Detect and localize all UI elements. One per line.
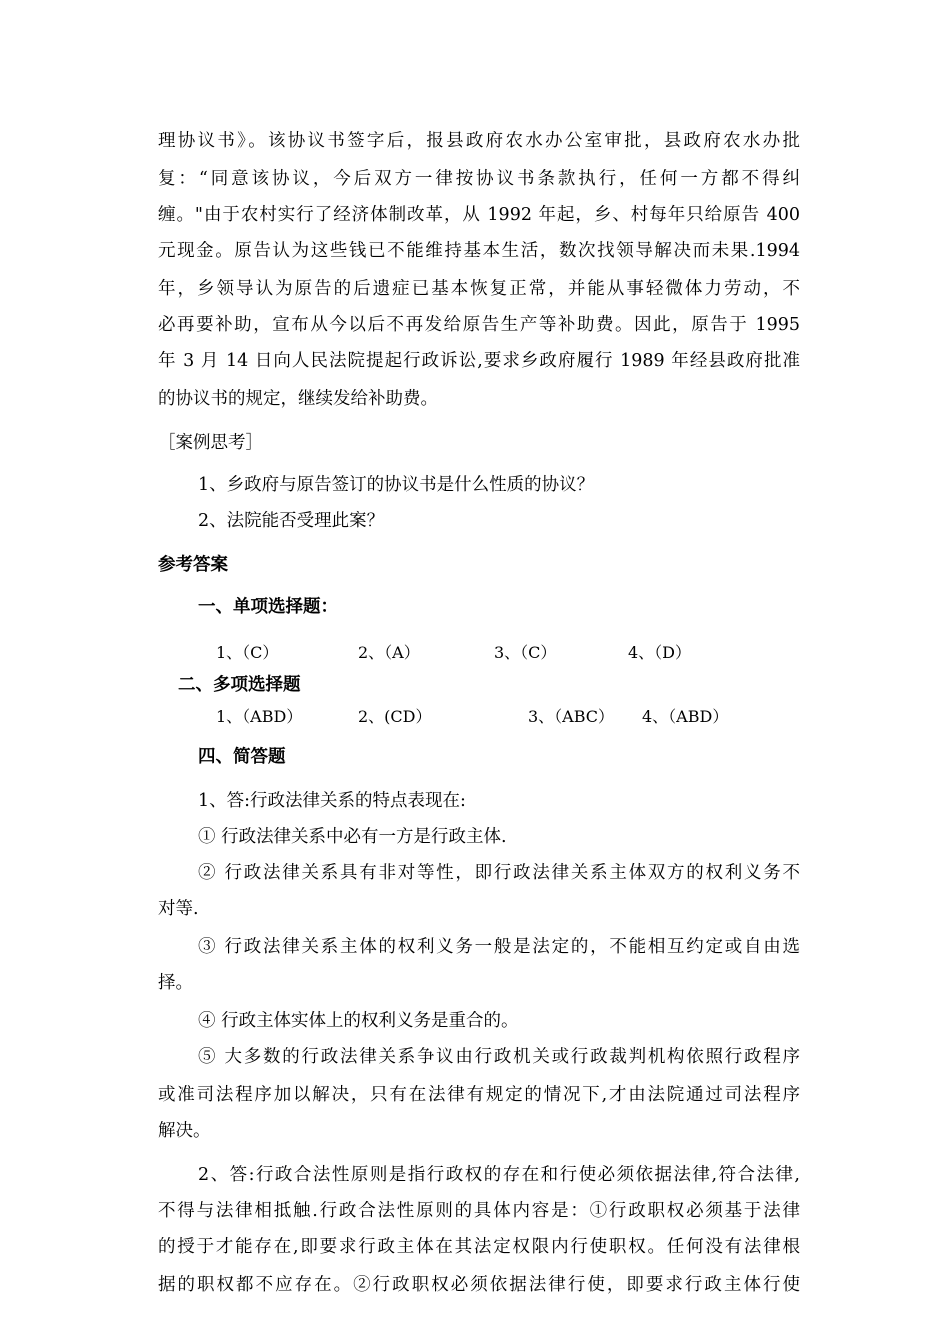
answer2-line-2: 不得与法律相抵触.行政合法性原则的具体内容是：①行政职权必须基于法律 (158, 1201, 800, 1221)
case-question-2: 2、法院能否受理此案？ (198, 511, 385, 531)
case-text-line-2: 复：“同意该协议，今后双方一律按协议书条款执行，任何一方都不得纠 (158, 169, 800, 189)
case-text-line-6: 必再要补助，宣布从今以后不再发给原告生产等补助费。因此，原告于 1995 (158, 315, 800, 335)
answer1-line-9: 或准司法程序加以解决，只有在法律有规定的情况下,才由法院通过司法程序 (158, 1085, 800, 1105)
answer2-line-1: 2、答:行政合法性原则是指行政权的存在和行使必须依据法律,符合法律, (198, 1165, 800, 1185)
case-text-line-1: 理协议书》。该协议书签字后，报县政府农水办公室审批，县政府农水办批 (158, 131, 800, 151)
case-thinking-heading: ［案例思考］ (158, 433, 263, 453)
answer1-line-3: ② 行政法律关系具有非对等性，即行政法律关系主体双方的权利义务不 (198, 863, 800, 883)
single-choice-answer-3: 3、（C） (494, 643, 557, 662)
answer1-line-7: ④ 行政主体实体上的权利义务是重合的。 (198, 1011, 519, 1031)
short-answer-heading: 四、简答题 (198, 747, 286, 767)
answer1-line-6: 择。 (158, 973, 193, 993)
single-choice-answer-1: 1、（C） (216, 643, 279, 662)
case-text-line-4: 元现金。原告认为这些钱已不能维持基本生活，数次找领导解决而未果.1994 (158, 241, 800, 261)
multiple-choice-answer-2: 2、(CD） (358, 707, 432, 726)
single-choice-heading: 一、单项选择题： (198, 597, 338, 617)
answer1-line-1: 1、答:行政法律关系的特点表现在: (198, 791, 466, 811)
answer1-line-10: 解决。 (158, 1121, 211, 1141)
answer1-line-4: 对等. (158, 899, 199, 919)
answer1-line-2: ① 行政法律关系中必有一方是行政主体. (198, 827, 507, 847)
case-text-line-8: 的协议书的规定，继续发给补助费。 (158, 389, 438, 409)
multiple-choice-heading: 二、多项选择题 (178, 675, 301, 695)
answer2-line-3: 的授于才能存在,即要求行政主体在其法定权限内行使职权。任何没有法律根 (158, 1237, 800, 1257)
case-text-line-3: 缠。"由于农村实行了经济体制改革，从 1992 年起，乡、村每年只给原告 400 (158, 205, 800, 225)
answer1-line-8: ⑤ 大多数的行政法律关系争议由行政机关或行政裁判机构依照行政程序 (198, 1047, 800, 1067)
single-choice-answer-4: 4、（D） (628, 643, 692, 662)
multiple-choice-answer-1: 1、（ABD） (216, 707, 303, 726)
multiple-choice-answer-4: 4、（ABD） (642, 707, 729, 726)
multiple-choice-answer-3: 3、（ABC） (528, 707, 615, 726)
case-text-line-7: 年 3 月 14 日向人民法院提起行政诉讼,要求乡政府履行 1989 年经县政府批准 (158, 351, 800, 371)
reference-answers-title: 参考答案 (158, 555, 228, 575)
answer2-line-4: 据的职权都不应存在。②行政职权必须依据法律行使，即要求行政主体行使 (158, 1275, 800, 1295)
single-choice-answer-2: 2、（A） (358, 643, 420, 662)
case-question-1: 1、乡政府与原告签订的协议书是什么性质的协议？ (198, 475, 595, 495)
answer1-line-5: ③ 行政法律关系主体的权利义务一般是法定的，不能相互约定或自由选 (198, 937, 800, 957)
case-text-line-5: 年，乡领导认为原告的后遗症已基本恢复正常，并能从事轻微体力劳动，不 (158, 279, 800, 299)
